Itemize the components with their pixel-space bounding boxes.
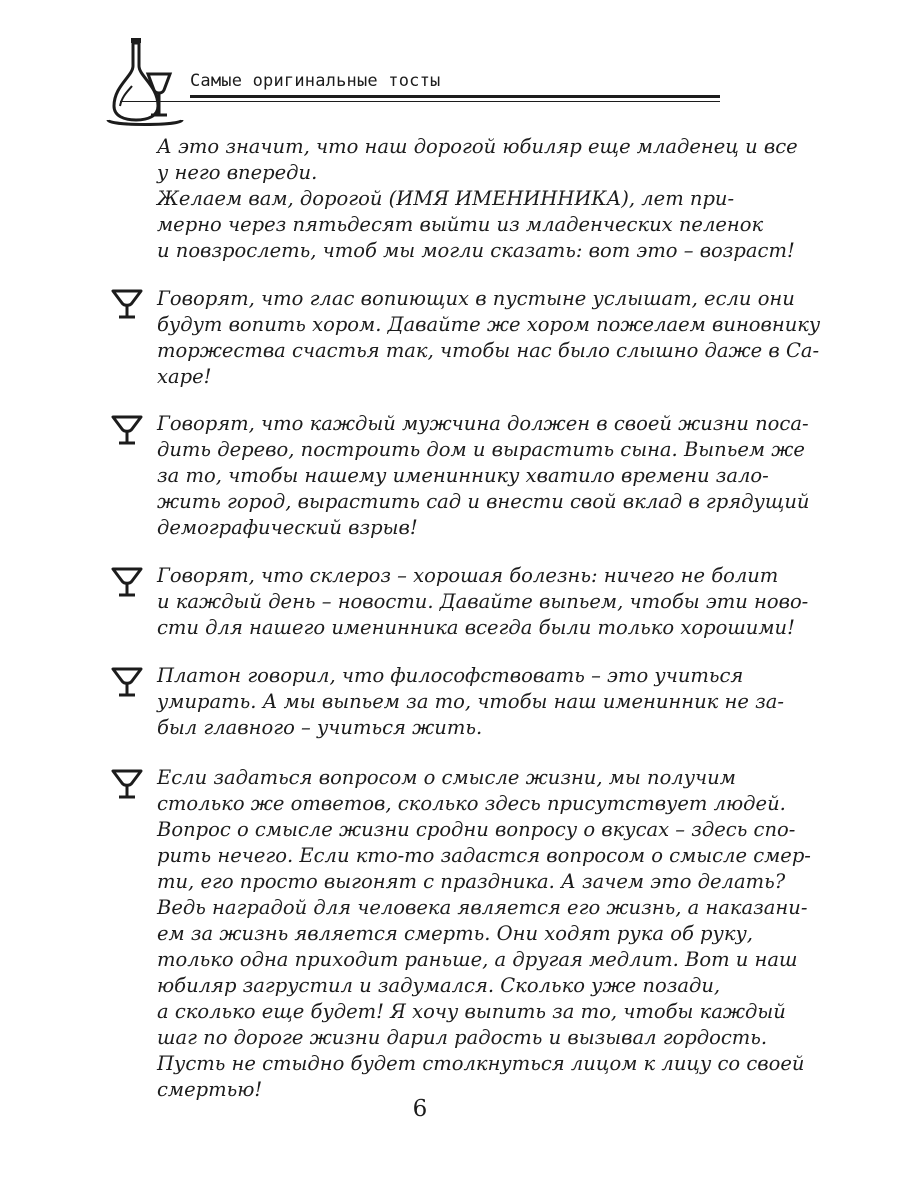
text-line: мерно через пятьдесят выйти из младенческих пеленок xyxy=(157,213,764,236)
text-line: за то, чтобы нашему имениннику хватило времени зало- xyxy=(157,464,769,487)
text-line: Желаем вам, дорогой (ИМЯ ИМЕНИННИКА), лет при- xyxy=(157,187,735,210)
toast-paragraph xyxy=(157,765,811,1103)
wine-glass-icon xyxy=(110,566,144,598)
text-line: будут вопить хором. Давайте же хором пожелаем виновнику xyxy=(157,313,821,336)
text-line: Говорят, что каждый мужчина должен в своей жизни поса- xyxy=(157,412,809,435)
text-line: а сколько еще будет! Я хочу выпить за то, чтобы каждый xyxy=(157,1000,786,1023)
page-number: 6 xyxy=(412,1096,428,1122)
toast-paragraph xyxy=(157,663,784,741)
bottle-and-glass-icon xyxy=(106,36,186,126)
text-line: и каждый день – новости. Давайте выпьем, чтобы эти ново- xyxy=(157,590,809,613)
text-line: Говорят, что глас вопиющих в пустыне услышат, если они xyxy=(157,287,795,310)
text-line: у него впереди. xyxy=(157,161,318,184)
text-line: и повзрослеть, чтоб мы могли сказать: вот это – возраст! xyxy=(157,239,795,262)
header-rule xyxy=(190,95,720,98)
text-line: только одна приходит раньше, а другая медлит. Вот и наш xyxy=(157,948,798,971)
text-line: демографический взрыв! xyxy=(157,516,418,539)
running-header-title: Самые оригинальные тосты xyxy=(190,71,441,91)
text-line: А это значит, что наш дорогой юбиляр еще младенец и все xyxy=(157,135,798,158)
text-line: смертью! xyxy=(157,1078,263,1101)
text-line: Ведь наградой для человека является его жизнь, а наказани- xyxy=(157,896,808,919)
text-line: Говорят, что склероз – хорошая болезнь: ничего не болит xyxy=(157,564,779,587)
toast-paragraph xyxy=(157,563,809,641)
intro-paragraph xyxy=(157,134,798,264)
text-line: был главного – учиться жить. xyxy=(157,716,483,739)
text-line: ти, его просто выгонят с праздника. А зачем это делать? xyxy=(157,870,786,893)
text-line: Вопрос о смысле жизни сродни вопросу о вкусах – здесь спо- xyxy=(157,818,796,841)
text-line: сти для нашего именинника всегда были только хорошими! xyxy=(157,616,795,639)
text-line: харе! xyxy=(157,365,212,388)
text-line: жить город, вырастить сад и внести свой вклад в грядущий xyxy=(157,490,810,513)
toast-paragraph xyxy=(157,286,821,390)
text-line: дить дерево, построить дом и вырастить сына. Выпьем же xyxy=(157,438,805,461)
wine-glass-icon xyxy=(110,666,144,698)
text-line: шаг по дороге жизни дарил радость и вызывал гордость. xyxy=(157,1026,768,1049)
text-line: умирать. А мы выпьем за то, чтобы наш именинник не за- xyxy=(157,690,784,713)
wine-glass-icon xyxy=(110,414,144,446)
text-line: Пусть не стыдно будет столкнуться лицом к лицу со своей xyxy=(157,1052,805,1075)
text-line: юбиляр загрустил и задумался. Сколько уже позади, xyxy=(157,974,721,997)
text-line: столько же ответов, сколько здесь присутствует людей. xyxy=(157,792,786,815)
wine-glass-icon xyxy=(110,768,144,800)
text-line: Платон говорил, что философствовать – это учиться xyxy=(157,664,744,687)
text-line: рить нечего. Если кто-то задастся вопросом о смысле смер- xyxy=(157,844,811,867)
text-line: торжества счастья так, чтобы нас было слышно даже в Са- xyxy=(157,339,820,362)
wine-glass-icon xyxy=(110,288,144,320)
text-line: Если задаться вопросом о смысле жизни, мы получим xyxy=(157,766,736,789)
toast-paragraph xyxy=(157,411,810,541)
text-line: ем за жизнь является смерть. Они ходят рука об руку, xyxy=(157,922,753,945)
header-rule-thin xyxy=(120,101,720,102)
